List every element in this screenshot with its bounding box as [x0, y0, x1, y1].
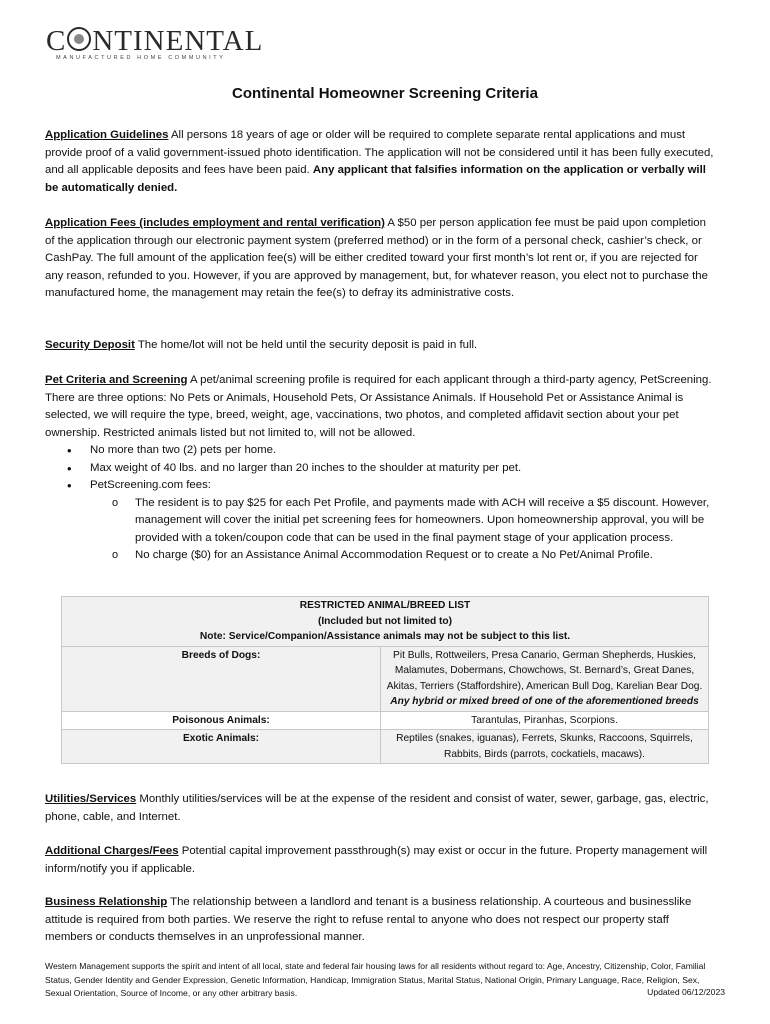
application-fees-heading: Application Fees (includes employment and rental verification): [45, 217, 385, 229]
pet-criteria-heading: Pet Criteria and Screening: [45, 374, 188, 386]
company-logo: [46, 25, 264, 61]
dogs-value-cell: [381, 646, 709, 711]
table-subtitle-line: (Included but not limited to): [317, 615, 453, 627]
table-title-line: RESTRICTED ANIMAL/BREED LIST: [299, 600, 471, 611]
table-note-line: Note: Service/Companion/Assistance animals may not be subject to this list.: [199, 631, 571, 642]
security-deposit-text: The home/lot will not be held until the security deposit is paid in full.: [134, 339, 478, 351]
logo-globe-icon: [67, 27, 91, 51]
business-relationship-section: [45, 894, 715, 947]
list-item: o The resident is to pay $25 for each Pet Profile, and payments made with ACH will receive a $5 discount. However, management will cover the initial pet screening fees for homeowners. Upon homeownership approval, you will be provided with a token/coupon code that can be used in the final payment stage of your application process.: [90, 495, 715, 548]
table-row: [62, 711, 709, 730]
petscreening-fees-label: PetScreening.com fees:: [90, 479, 211, 491]
fair-housing-footer: Western Management supports the spirit and intent of all local, state and federal fair housing laws for all residents without regard to: Age, Ancestry, Citizenship, Color, Familial Status, Gender Identity and Gender Expression, Genetic Information, Handicap, Immigration Status, Marital Status, National Origin, Primary Language, Race, Religion, Sex, Sexual Orientation, Source of Income, or any other arbitrary basis.: [45, 961, 706, 998]
exotic-value: Reptiles (snakes, iguanas), Ferrets, Skunks, Raccoons, Squirrels, Rabbits, Birds (parrots, cockatiels, macaws).: [381, 730, 709, 764]
logo-wordmark: C NTINENTAL: [46, 25, 264, 57]
table-row: [62, 730, 709, 764]
list-item: [45, 477, 715, 565]
table-title: [62, 597, 709, 647]
application-fees-text: A $50 per person application fee must be paid upon completion of the application through our electronic payment system (preferred method) or in the form of a personal check, cashier’s check, or CashPay. The full amount of the application fee(s) will be either credited toward your first month’s lot rent or, if you are rejected for any reason, refunded to you. However, if you are approved by management, but, for whatever reason, you elect not to purchase the manufactured home, the management may retain the fee(s) to defray its administrative costs.: [45, 217, 708, 299]
business-relationship-text: The relationship between a landlord and tenant is a business relationship. A courteous and businesslike attitude is required from both parties. We reserve the right to refuse rental to anyone who does not respect our property staff members or conducts themselves in an unprofessional manner.: [45, 896, 692, 943]
additional-charges-heading: Additional Charges/Fees: [45, 845, 179, 857]
exotic-label: Exotic Animals:: [62, 730, 381, 764]
poisonous-value: Tarantulas, Piranhas, Scorpions.: [381, 711, 709, 730]
application-fees-section: [45, 215, 715, 303]
updated-date: Updated 06/12/2023: [647, 987, 725, 997]
list-item: • Max weight of 40 lbs. and no larger than 20 inches to the shoulder at maturity per pet.: [45, 460, 715, 478]
application-guidelines-heading: Application Guidelines: [45, 129, 169, 141]
utilities-section: [45, 791, 715, 826]
table-header-row: [62, 597, 709, 647]
restricted-animal-table: [61, 596, 709, 764]
security-deposit-section: [45, 337, 715, 355]
pet-criteria-text: A pet/animal screening profile is required for each applicant through a third-party agency, PetScreening. There are three options: No Pets or Animals, Household Pets, Or Assistance Animals. If Household Pet or Assistance Animal is selected, we will require the type, breed, weight, age, vaccinations, two photos, and completed affidavit section about your pet ownership. Restricted animals listed but not limited to, will not be allowed.: [45, 374, 712, 439]
utilities-heading: Utilities/Services: [45, 793, 137, 805]
falsify-warning: Any applicant that falsifies information on the application or verbally will be automatically denied.: [45, 164, 706, 194]
dogs-label: Breeds of Dogs:: [62, 646, 381, 711]
table-row: [62, 646, 709, 711]
dogs-hybrid-note: Any hybrid or mixed breed of one of the aforementioned breeds: [390, 696, 699, 707]
logo-subtitle: MANUFACTURED HOME COMMUNITY: [56, 55, 226, 61]
dogs-value: Pit Bulls, Rottweilers, Presa Canario, German Shepherds, Huskies, Malamutes, Dobermans, Chowchows, St. Bernard’s, Great Danes, Akitas, Terriers (Staffordshire), American Bull Dog, Karelian Bear Dog.: [386, 649, 703, 692]
security-deposit-heading: Security Deposit: [45, 339, 135, 351]
additional-charges-text: Potential capital improvement passthrough(s) may exist or occur in the future. Property management will inform/notify you if applicable.: [45, 845, 708, 875]
utilities-text: Monthly utilities/services will be at the expense of the resident and consist of water, sewer, garbage, gas, electric, phone, cable, and Internet.: [45, 793, 709, 823]
list-item: o No charge ($0) for an Assistance Animal Accommodation Request or to create a No Pet/Animal Profile.: [90, 547, 715, 565]
application-guidelines-text: All persons 18 years of age or older will be required to complete separate rental applications and must provide proof of a valid government-issued photo identification. The application will not be considered until it has been fully executed, and all applicable deposits and fees have been paid.: [45, 129, 714, 176]
page-title: Continental Homeowner Screening Criteria: [232, 85, 538, 102]
petscreening-fees-list: [90, 495, 715, 565]
business-relationship-heading: Business Relationship: [45, 896, 168, 908]
application-guidelines-section: [45, 127, 715, 197]
pet-criteria-section: [45, 372, 715, 442]
additional-charges-section: [45, 843, 715, 878]
list-item: • No more than two (2) pets per home.: [45, 442, 715, 460]
poisonous-label: Poisonous Animals:: [62, 711, 381, 730]
pet-rules-list: [45, 442, 715, 565]
